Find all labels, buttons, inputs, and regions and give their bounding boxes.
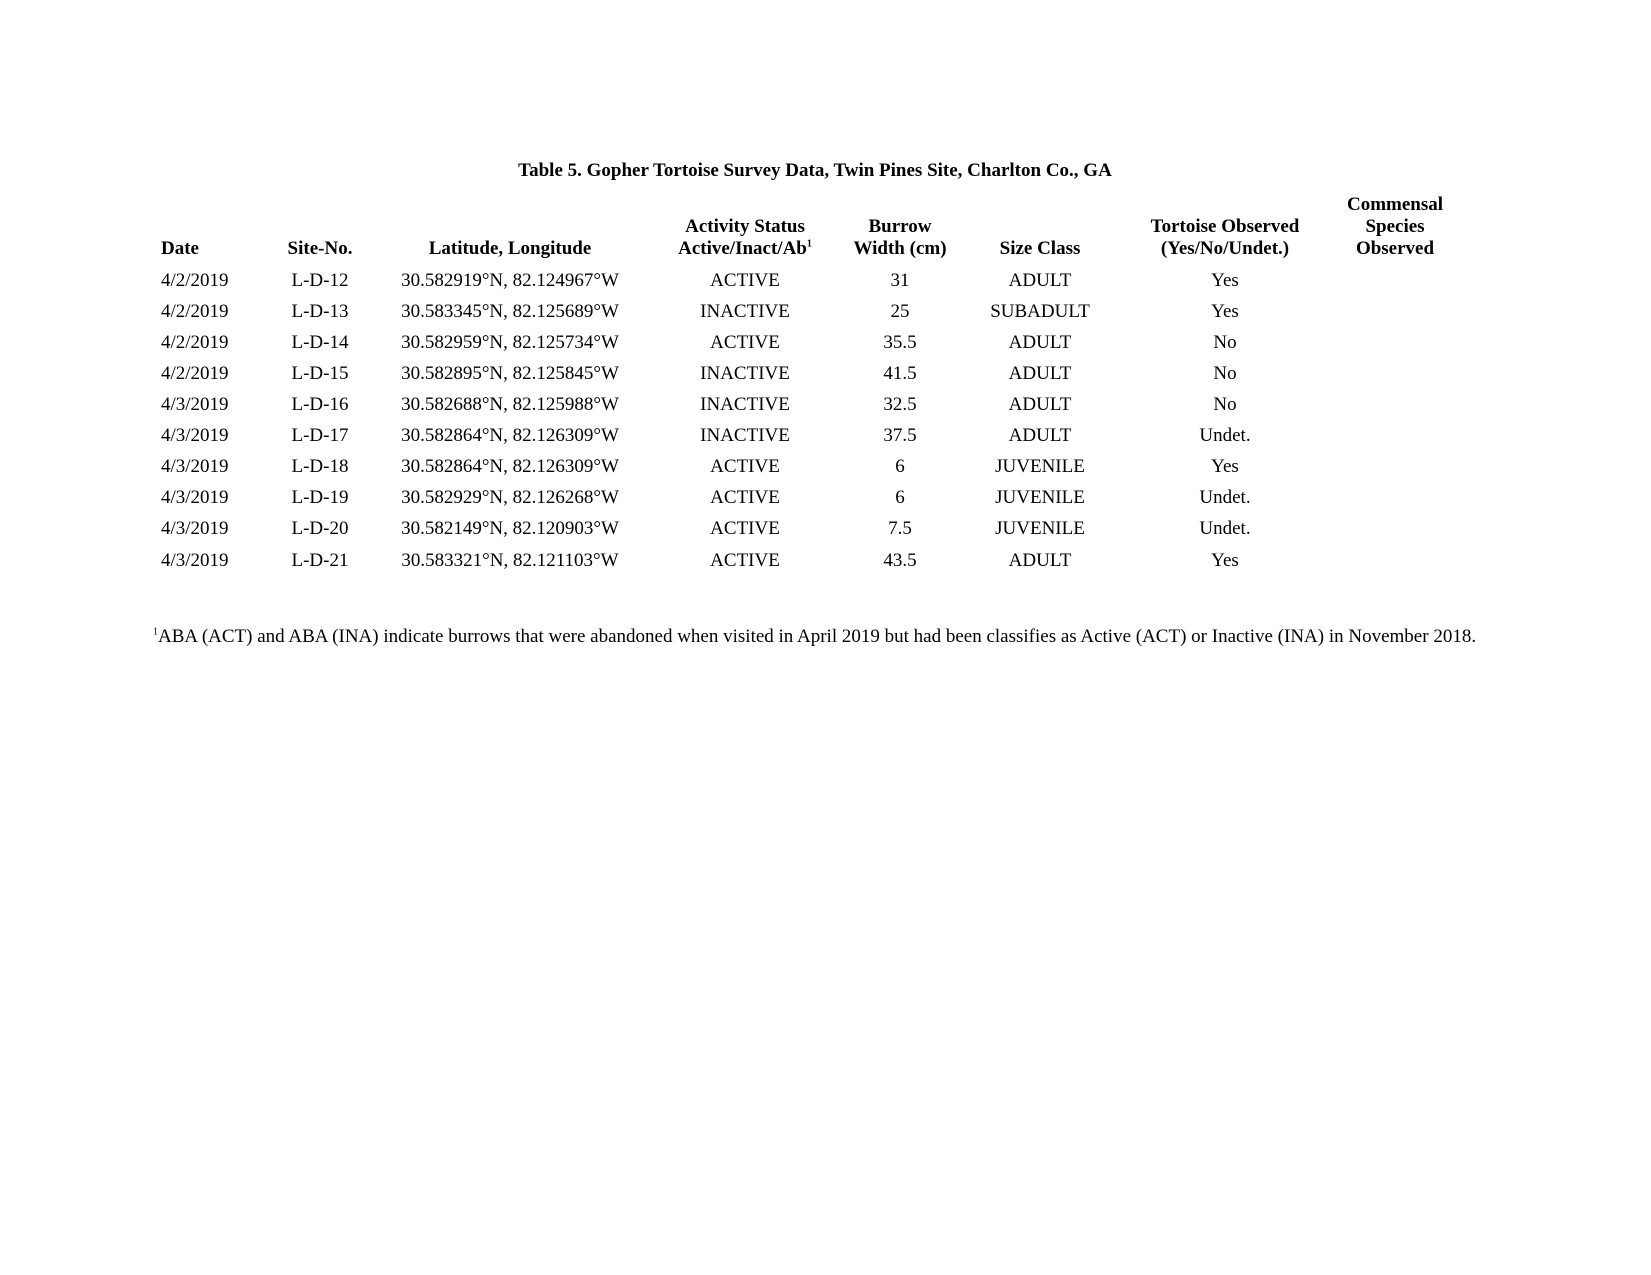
header-commensal-species: [1330, 194, 1460, 260]
table-row: [0, 359, 1651, 389]
cell-site-no: L-D-14: [291, 332, 349, 353]
cell-size-class: JUVENILE: [995, 487, 1085, 508]
cell-lat-lon: 30.583345°N, 82.125689°W: [401, 301, 619, 322]
cell-activity-status: ACTIVE: [710, 456, 780, 477]
table-footnote: [153, 626, 1476, 648]
header-tortoise-line1: Tortoise Observed: [1150, 216, 1300, 237]
header-activity-line1: Activity Status: [685, 216, 805, 237]
cell-lat-lon: 30.582895°N, 82.125845°W: [401, 363, 619, 384]
cell-site-no: L-D-19: [291, 487, 349, 508]
header-date: Date: [161, 238, 199, 259]
cell-lat-lon: 30.582149°N, 82.120903°W: [401, 518, 619, 539]
cell-activity-status: ACTIVE: [710, 550, 780, 571]
cell-burrow-width: 31: [890, 270, 910, 291]
footnote-marker: 1: [153, 626, 158, 638]
header-burrow-line1: Burrow: [868, 216, 932, 237]
cell-lat-lon: 30.582864°N, 82.126309°W: [401, 456, 619, 477]
cell-site-no: L-D-21: [291, 550, 349, 571]
cell-activity-status: INACTIVE: [700, 394, 790, 415]
cell-date: 4/2/2019: [161, 332, 229, 353]
cell-burrow-width: 7.5: [888, 518, 912, 539]
cell-size-class: JUVENILE: [995, 518, 1085, 539]
cell-size-class: ADULT: [1008, 550, 1072, 571]
cell-size-class: JUVENILE: [995, 456, 1085, 477]
header-tortoise-line2: (Yes/No/Undet.): [1160, 238, 1290, 259]
cell-size-class: ADULT: [1008, 270, 1072, 291]
table-row: [0, 514, 1651, 544]
cell-tortoise-observed: Undet.: [1199, 425, 1251, 446]
cell-date: 4/3/2019: [161, 394, 229, 415]
table-row: [0, 483, 1651, 513]
header-activity-footnote-marker: 1: [806, 238, 812, 250]
cell-tortoise-observed: Yes: [1211, 270, 1239, 291]
table-row: [0, 297, 1651, 327]
cell-site-no: L-D-17: [291, 425, 349, 446]
header-activity-status: [665, 216, 825, 260]
header-activity-line2-text: Active/Inact/Ab: [678, 238, 807, 259]
cell-site-no: L-D-18: [291, 456, 349, 477]
cell-site-no: L-D-13: [291, 301, 349, 322]
table-title: Table 5. Gopher Tortoise Survey Data, Twin Pines Site, Charlton Co., GA: [518, 160, 1112, 181]
cell-burrow-width: 41.5: [883, 363, 917, 384]
cell-size-class: ADULT: [1008, 425, 1072, 446]
header-burrow-width: [845, 216, 955, 260]
cell-size-class: ADULT: [1008, 394, 1072, 415]
cell-lat-lon: 30.582688°N, 82.125988°W: [401, 394, 619, 415]
cell-tortoise-observed: Undet.: [1199, 487, 1251, 508]
cell-date: 4/3/2019: [161, 487, 229, 508]
cell-burrow-width: 32.5: [883, 394, 917, 415]
header-lat-lon: Latitude, Longitude: [428, 238, 592, 259]
table-row: [0, 452, 1651, 482]
cell-tortoise-observed: No: [1213, 394, 1237, 415]
cell-lat-lon: 30.582929°N, 82.126268°W: [401, 487, 619, 508]
cell-lat-lon: 30.582959°N, 82.125734°W: [401, 332, 619, 353]
cell-activity-status: ACTIVE: [710, 518, 780, 539]
table-row: [0, 390, 1651, 420]
table-row: [0, 266, 1651, 296]
cell-size-class: ADULT: [1008, 332, 1072, 353]
cell-tortoise-observed: No: [1213, 363, 1237, 384]
cell-date: 4/3/2019: [161, 456, 229, 477]
cell-lat-lon: 30.582919°N, 82.124967°W: [401, 270, 619, 291]
cell-site-no: L-D-20: [291, 518, 349, 539]
cell-activity-status: INACTIVE: [700, 425, 790, 446]
cell-site-no: L-D-16: [291, 394, 349, 415]
cell-burrow-width: 6: [895, 456, 905, 477]
table-header-row: [0, 190, 1651, 260]
cell-date: 4/2/2019: [161, 363, 229, 384]
cell-burrow-width: 37.5: [883, 425, 917, 446]
cell-tortoise-observed: Yes: [1211, 550, 1239, 571]
header-burrow-line2: Width (cm): [853, 238, 947, 259]
cell-date: 4/3/2019: [161, 425, 229, 446]
cell-size-class: SUBADULT: [990, 301, 1090, 322]
header-tortoise-observed: [1135, 216, 1315, 260]
cell-site-no: L-D-12: [291, 270, 349, 291]
cell-site-no: L-D-15: [291, 363, 349, 384]
cell-activity-status: ACTIVE: [710, 487, 780, 508]
cell-lat-lon: 30.582864°N, 82.126309°W: [401, 425, 619, 446]
cell-activity-status: INACTIVE: [700, 301, 790, 322]
header-commensal-line1: Commensal: [1346, 194, 1444, 215]
table-row: [0, 328, 1651, 358]
cell-tortoise-observed: Undet.: [1199, 518, 1251, 539]
footnote-text: ABA (ACT) and ABA (INA) indicate burrows that were abandoned when visited in April 2019 but had been classifies as Active (ACT) or Inactive (INA) in November 2018.: [158, 626, 1477, 647]
cell-tortoise-observed: Yes: [1211, 456, 1239, 477]
cell-date: 4/2/2019: [161, 270, 229, 291]
cell-date: 4/3/2019: [161, 518, 229, 539]
header-commensal-line3: Observed: [1355, 238, 1435, 259]
header-size-class: Size Class: [999, 238, 1081, 259]
cell-activity-status: INACTIVE: [700, 363, 790, 384]
cell-tortoise-observed: Yes: [1211, 301, 1239, 322]
cell-size-class: ADULT: [1008, 363, 1072, 384]
cell-burrow-width: 6: [895, 487, 905, 508]
table-row: [0, 546, 1651, 576]
cell-activity-status: ACTIVE: [710, 332, 780, 353]
table-row: [0, 421, 1651, 451]
header-activity-line2: [665, 238, 825, 260]
cell-date: 4/2/2019: [161, 301, 229, 322]
cell-burrow-width: 43.5: [883, 550, 917, 571]
cell-burrow-width: 35.5: [883, 332, 917, 353]
cell-lat-lon: 30.583321°N, 82.121103°W: [401, 550, 619, 571]
header-site-no: Site-No.: [287, 238, 353, 259]
cell-burrow-width: 25: [890, 301, 910, 322]
cell-date: 4/3/2019: [161, 550, 229, 571]
cell-tortoise-observed: No: [1213, 332, 1237, 353]
cell-activity-status: ACTIVE: [710, 270, 780, 291]
header-commensal-line2: Species: [1365, 216, 1425, 237]
